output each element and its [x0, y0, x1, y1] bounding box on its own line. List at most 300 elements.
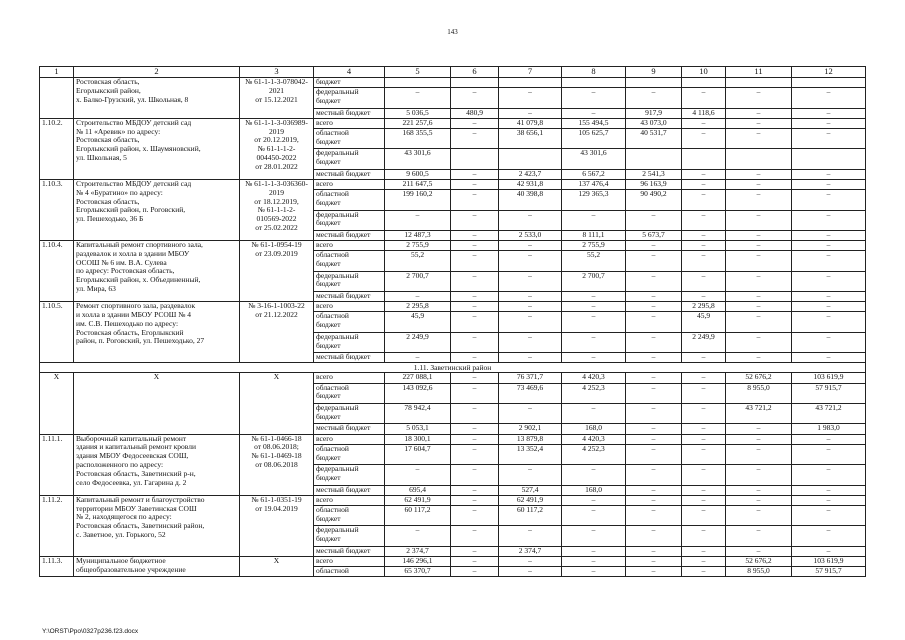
amount-cell: –	[682, 88, 726, 108]
amount-cell: 52 676,2	[726, 556, 792, 566]
amount-cell: –	[562, 332, 626, 352]
amount-cell: –	[726, 169, 792, 179]
amount-cell: 103 619,9	[792, 556, 866, 566]
amount-cell: –	[499, 567, 562, 577]
amount-cell: –	[682, 373, 726, 383]
amount-cell: –	[451, 485, 499, 495]
amount-cell: –	[499, 403, 562, 423]
expert-opinion-reference: № 61-1-0954-19 от 23.09.2019	[240, 241, 314, 302]
amount-cell: –	[682, 230, 726, 240]
amount-cell: 2 755,9	[562, 241, 626, 251]
object-name: Капитальный ремонт и благоустройство территории МБОУ Заветинская СОШ № 2, находящегося по адресу: Ростовская область, Заветинский район, с. Заветное, ул. Горького, 52	[74, 495, 240, 556]
amount-cell: 527,4	[499, 485, 562, 495]
expert-opinion-reference: X	[240, 556, 314, 576]
amount-cell: 146 296,1	[385, 556, 451, 566]
item-number: 1.11.1.	[40, 434, 74, 495]
amount-cell: –	[499, 312, 562, 332]
section-title: 1.11. Заветинский район	[40, 363, 866, 373]
amount-cell: –	[451, 444, 499, 464]
header-cell: 6	[451, 67, 499, 78]
amount-cell: –	[626, 271, 682, 291]
expert-opinion-reference: № 61-1-0351-19 от 19.04.2019	[240, 495, 314, 556]
amount-cell: 5 036,5	[385, 108, 451, 118]
amount-cell: 96 163,9	[626, 179, 682, 189]
amount-cell: –	[682, 567, 726, 577]
header-cell: 2	[74, 67, 240, 78]
item-number: 1.11.3.	[40, 556, 74, 576]
amount-cell: 2 541,3	[626, 169, 682, 179]
amount-cell: –	[626, 312, 682, 332]
amount-cell: 45,9	[385, 312, 451, 332]
amount-cell: –	[626, 465, 682, 485]
amount-cell: –	[451, 495, 499, 505]
amount-cell: –	[562, 526, 626, 546]
funding-source: областной бюджет	[314, 190, 385, 210]
amount-cell: 57 915,7	[792, 383, 866, 403]
amount-cell: –	[726, 302, 792, 312]
header-cell: 10	[682, 67, 726, 78]
amount-cell: –	[626, 353, 682, 363]
amount-cell: 60 117,2	[499, 505, 562, 525]
amount-cell: –	[682, 210, 726, 230]
amount-cell: –	[451, 210, 499, 230]
amount-cell: 73 469,6	[499, 383, 562, 403]
amount-cell: 62 491,9	[499, 495, 562, 505]
amount-cell: –	[562, 465, 626, 485]
expert-opinion-reference: № 61-1-1-3-078042- 2021 от 15.12.2021	[240, 78, 314, 119]
funding-source: местный бюджет	[314, 292, 385, 302]
item-number: 1.10.3.	[40, 179, 74, 240]
amount-cell: –	[792, 444, 866, 464]
amount-cell: 199 160,2	[385, 190, 451, 210]
amount-cell: –	[499, 88, 562, 108]
amount-cell: 211 647,5	[385, 179, 451, 189]
amount-cell: –	[682, 444, 726, 464]
funding-source: местный бюджет	[314, 353, 385, 363]
amount-cell: –	[726, 230, 792, 240]
amount-cell: –	[451, 179, 499, 189]
amount-cell: –	[562, 108, 626, 118]
amount-cell: 2 902,1	[499, 424, 562, 434]
amount-cell: –	[682, 241, 726, 251]
amount-cell: –	[451, 383, 499, 403]
funding-source: местный бюджет	[314, 424, 385, 434]
amount-cell: –	[682, 546, 726, 556]
funding-source: федеральный бюджет	[314, 526, 385, 546]
amount-cell	[792, 149, 866, 169]
amount-cell: 90 490,2	[626, 190, 682, 210]
amount-cell: –	[726, 434, 792, 444]
amount-cell: 43 721,2	[726, 403, 792, 423]
amount-cell: –	[626, 444, 682, 464]
amount-cell: 57 915,7	[792, 567, 866, 577]
amount-cell: –	[792, 495, 866, 505]
amount-cell: –	[792, 179, 866, 189]
amount-cell: –	[726, 444, 792, 464]
table-row	[40, 302, 866, 312]
funding-source: федеральный бюджет	[314, 403, 385, 423]
amount-cell: –	[726, 241, 792, 251]
amount-cell: –	[451, 403, 499, 423]
amount-cell: –	[792, 292, 866, 302]
funding-source: местный бюджет	[314, 169, 385, 179]
amount-cell: 168,0	[562, 424, 626, 434]
amount-cell: 76 371,7	[499, 373, 562, 383]
amount-cell: –	[451, 302, 499, 312]
amount-cell: –	[626, 434, 682, 444]
amount-cell: –	[682, 292, 726, 302]
amount-cell: –	[726, 353, 792, 363]
amount-cell: 143 092,6	[385, 383, 451, 403]
amount-cell: –	[451, 567, 499, 577]
amount-cell: –	[562, 505, 626, 525]
amount-cell: –	[682, 485, 726, 495]
amount-cell: 13 352,4	[499, 444, 562, 464]
header-cell: 9	[626, 67, 682, 78]
funding-source: федеральный бюджет	[314, 149, 385, 169]
amount-cell: 2 423,7	[499, 169, 562, 179]
amount-cell: –	[451, 465, 499, 485]
amount-cell: 65 370,7	[385, 567, 451, 577]
amount-cell: –	[626, 302, 682, 312]
object-name: X	[74, 373, 240, 434]
amount-cell: 2 295,8	[385, 302, 451, 312]
amount-cell: 4 420,3	[562, 434, 626, 444]
amount-cell: –	[385, 465, 451, 485]
amount-cell: 221 257,6	[385, 118, 451, 128]
amount-cell: –	[682, 495, 726, 505]
item-number: 1.11.2.	[40, 495, 74, 556]
amount-cell: –	[499, 241, 562, 251]
funding-source: федеральный бюджет	[314, 88, 385, 108]
amount-cell: 6 567,2	[562, 169, 626, 179]
amount-cell: 40 531,7	[626, 128, 682, 148]
amount-cell: –	[626, 373, 682, 383]
funding-source: местный бюджет	[314, 485, 385, 495]
amount-cell: –	[726, 292, 792, 302]
amount-cell: 12 487,3	[385, 230, 451, 240]
amount-cell: –	[451, 353, 499, 363]
amount-cell: 2 533,0	[499, 230, 562, 240]
amount-cell	[626, 78, 682, 88]
expert-opinion-reference: № 3-16-1-1003-22 от 21.12.2022	[240, 302, 314, 363]
amount-cell: 695,4	[385, 485, 451, 495]
funding-source: федеральный бюджет	[314, 465, 385, 485]
amount-cell: –	[626, 332, 682, 352]
expert-opinion-reference: № 61-1-1-3-036989- 2019 от 20.12.2019, № 61-1-1-2- 004450-2022 от 28.01.2022	[240, 118, 314, 179]
amount-cell: –	[451, 88, 499, 108]
amount-cell: –	[626, 495, 682, 505]
amount-cell: –	[726, 251, 792, 271]
amount-cell: –	[792, 546, 866, 556]
amount-cell: –	[499, 302, 562, 312]
funding-source: всего	[314, 556, 385, 566]
object-name: Капитальный ремонт спортивного зала, раздевалок и холла в здании МБОУ ОСОШ № 6 им. В.А. Сулева по адресу: Ростовская область, Егорлыкский район, х. Объединенный, ул. Мира, 63	[74, 241, 240, 302]
amount-cell: –	[682, 434, 726, 444]
amount-cell: 2 700,7	[562, 271, 626, 291]
funding-source: бюджет	[314, 78, 385, 88]
object-name: Ремонт спортивного зала, раздевалок и холла в здании МБОУ РСОШ № 4 им. С.В. Пешеходько по адресу: Ростовская область, Егорлыкский район, п. Роговский, ул. Пешеходько, 27	[74, 302, 240, 363]
amount-cell: –	[726, 108, 792, 118]
amount-cell: –	[499, 108, 562, 118]
funding-source: областной бюджет	[314, 312, 385, 332]
table-row	[40, 241, 866, 251]
amount-cell: –	[792, 210, 866, 230]
header-cell: 3	[240, 67, 314, 78]
amount-cell: 9 600,5	[385, 169, 451, 179]
amount-cell: –	[682, 118, 726, 128]
amount-cell: –	[726, 526, 792, 546]
header-cell: 7	[499, 67, 562, 78]
amount-cell: –	[451, 190, 499, 210]
amount-cell: 103 619,9	[792, 373, 866, 383]
amount-cell: –	[626, 210, 682, 230]
amount-cell: 40 398,8	[499, 190, 562, 210]
object-name: Строительство МБДОУ детский сад № 4 «Буратино» по адресу: Ростовская область, Егорлыкский район, п. Роговский, ул. Пешеходько, 36 Б	[74, 179, 240, 240]
amount-cell: –	[726, 210, 792, 230]
amount-cell: –	[682, 190, 726, 210]
amount-cell: –	[499, 353, 562, 363]
amount-cell: –	[451, 526, 499, 546]
amount-cell: –	[726, 271, 792, 291]
amount-cell: –	[726, 495, 792, 505]
amount-cell: 2 374,7	[499, 546, 562, 556]
header-cell: 1	[40, 67, 74, 78]
funding-source: областной бюджет	[314, 444, 385, 464]
funding-source: областной бюджет	[314, 251, 385, 271]
amount-cell: 13 879,8	[499, 434, 562, 444]
amount-cell: –	[385, 353, 451, 363]
amount-cell: 480,9	[451, 108, 499, 118]
funding-source: областной	[314, 567, 385, 577]
header-cell: 5	[385, 67, 451, 78]
amount-cell: –	[499, 332, 562, 352]
expert-opinion-reference: № 61-1-1-3-036360- 2019 от 18.12.2019, № 61-1-1-2- 010569-2022 от 25.02.2022	[240, 179, 314, 240]
amount-cell	[451, 149, 499, 169]
amount-cell: 41 079,8	[499, 118, 562, 128]
amount-cell: –	[562, 556, 626, 566]
amount-cell: 2 249,9	[385, 332, 451, 352]
amount-cell: 4 420,3	[562, 373, 626, 383]
amount-cell: 1 983,0	[792, 424, 866, 434]
section-heading-row	[40, 363, 866, 373]
amount-cell: –	[499, 251, 562, 271]
amount-cell: –	[726, 312, 792, 332]
expert-opinion-reference: X	[240, 373, 314, 434]
amount-cell: –	[682, 383, 726, 403]
amount-cell: 43 301,6	[385, 149, 451, 169]
amount-cell: –	[792, 251, 866, 271]
funding-source: всего	[314, 118, 385, 128]
object-name: Строительство МБДОУ детский сад № 11 «Аревик» по адресу: Ростовская область, Егорлыкский район, х. Шаумяновский, ул. Школьная, 5	[74, 118, 240, 179]
amount-cell: –	[499, 556, 562, 566]
amount-cell: –	[792, 505, 866, 525]
amount-cell: –	[562, 546, 626, 556]
amount-cell: –	[682, 526, 726, 546]
amount-cell: –	[626, 556, 682, 566]
amount-cell: –	[562, 210, 626, 230]
header-cell: 4	[314, 67, 385, 78]
amount-cell: 62 491,9	[385, 495, 451, 505]
amount-cell: 4 252,3	[562, 444, 626, 464]
amount-cell: –	[499, 271, 562, 291]
table-row	[40, 556, 866, 566]
amount-cell: –	[562, 495, 626, 505]
amount-cell: –	[451, 312, 499, 332]
amount-cell: 155 494,5	[562, 118, 626, 128]
amount-cell: –	[562, 302, 626, 312]
amount-cell: –	[792, 302, 866, 312]
amount-cell: –	[792, 332, 866, 352]
object-name: Выборочный капитальный ремонт здания и капитальный ремонт кровли здания МБОУ Федосеевская СОШ, расположенного по адресу: Ростовская область, Заветинский р-н, село Федосеевка, ул. Гагарина д. 2	[74, 434, 240, 495]
amount-cell: –	[451, 169, 499, 179]
amount-cell: 45,9	[682, 312, 726, 332]
funding-source: областной бюджет	[314, 505, 385, 525]
item-number	[40, 78, 74, 119]
header-cell: 11	[726, 67, 792, 78]
amount-cell: –	[726, 128, 792, 148]
file-path-footer: Y:\ORST\Ppo\0327p236.f23.docx	[42, 628, 139, 635]
object-name: Ростовская область, Егорлыкский район, х. Балко-Грузский, ул. Школьная, 8	[74, 78, 240, 119]
amount-cell: –	[726, 190, 792, 210]
amount-cell: 227 088,1	[385, 373, 451, 383]
amount-cell	[562, 78, 626, 88]
amount-cell: 5 673,7	[626, 230, 682, 240]
column-number-header	[40, 67, 866, 78]
amount-cell: –	[682, 465, 726, 485]
amount-cell: 8 111,1	[562, 230, 626, 240]
item-number: 1.10.5.	[40, 302, 74, 363]
funding-source: федеральный бюджет	[314, 332, 385, 352]
table-row	[40, 434, 866, 444]
amount-cell: 43 073,0	[626, 118, 682, 128]
amount-cell: –	[626, 251, 682, 271]
funding-source: областной бюджет	[314, 383, 385, 403]
amount-cell: –	[726, 546, 792, 556]
funding-source: всего	[314, 434, 385, 444]
amount-cell: –	[792, 271, 866, 291]
table-row	[40, 118, 866, 128]
amount-cell	[499, 149, 562, 169]
amount-cell: 137 476,4	[562, 179, 626, 189]
amount-cell: –	[792, 169, 866, 179]
amount-cell: –	[726, 424, 792, 434]
amount-cell: –	[451, 434, 499, 444]
amount-cell: –	[499, 210, 562, 230]
amount-cell: 78 942,4	[385, 403, 451, 423]
amount-cell: 4 118,6	[682, 108, 726, 118]
amount-cell: –	[726, 485, 792, 495]
amount-cell: –	[726, 179, 792, 189]
table-row	[40, 495, 866, 505]
amount-cell: –	[682, 169, 726, 179]
amount-cell: 43 721,2	[792, 403, 866, 423]
funding-source: всего	[314, 495, 385, 505]
amount-cell: –	[792, 526, 866, 546]
funding-source: всего	[314, 241, 385, 251]
amount-cell	[626, 149, 682, 169]
amount-cell: –	[792, 190, 866, 210]
amount-cell: 2 295,8	[682, 302, 726, 312]
amount-cell: –	[499, 465, 562, 485]
amount-cell: –	[792, 118, 866, 128]
amount-cell: –	[499, 526, 562, 546]
budget-table	[39, 66, 866, 577]
amount-cell: –	[626, 88, 682, 108]
amount-cell: –	[682, 505, 726, 525]
table-row	[40, 179, 866, 189]
amount-cell: –	[682, 251, 726, 271]
amount-cell	[682, 78, 726, 88]
amount-cell: –	[792, 434, 866, 444]
amount-cell: –	[726, 332, 792, 352]
amount-cell: 52 676,2	[726, 373, 792, 383]
amount-cell: 38 656,1	[499, 128, 562, 148]
amount-cell: 55,2	[385, 251, 451, 271]
amount-cell: –	[792, 108, 866, 118]
amount-cell	[451, 78, 499, 88]
amount-cell: 2 755,9	[385, 241, 451, 251]
amount-cell: –	[451, 241, 499, 251]
amount-cell: 168 355,5	[385, 128, 451, 148]
amount-cell: –	[792, 241, 866, 251]
amount-cell: –	[792, 128, 866, 148]
funding-source: местный бюджет	[314, 108, 385, 118]
funding-source: федеральный бюджет	[314, 210, 385, 230]
amount-cell: –	[726, 88, 792, 108]
amount-cell: –	[682, 556, 726, 566]
funding-source: местный бюджет	[314, 230, 385, 240]
amount-cell: –	[451, 373, 499, 383]
amount-cell: 2 374,7	[385, 546, 451, 556]
amount-cell	[385, 78, 451, 88]
amount-cell: –	[682, 271, 726, 291]
item-number: 1.10.4.	[40, 241, 74, 302]
amount-cell: –	[726, 505, 792, 525]
expert-opinion-reference: № 61-1-0466-18 от 08.06.2018; № 61-1-0469-18 от 08.06.2018	[240, 434, 314, 495]
amount-cell: –	[726, 118, 792, 128]
amount-cell: –	[626, 567, 682, 577]
amount-cell: –	[451, 230, 499, 240]
amount-cell: –	[792, 230, 866, 240]
amount-cell: –	[385, 88, 451, 108]
page-number: 143	[447, 28, 458, 36]
amount-cell: –	[792, 88, 866, 108]
amount-cell: –	[792, 485, 866, 495]
amount-cell: –	[451, 505, 499, 525]
item-number: 1.10.2.	[40, 118, 74, 179]
header-cell: 12	[792, 67, 866, 78]
amount-cell: 55,2	[562, 251, 626, 271]
object-name: Муниципальное бюджетное общеобразовательное учреждение	[74, 556, 240, 576]
amount-cell: –	[562, 312, 626, 332]
amount-cell: –	[682, 179, 726, 189]
funding-source: всего	[314, 179, 385, 189]
funding-source: федеральный бюджет	[314, 271, 385, 291]
amount-cell: –	[626, 424, 682, 434]
table-row	[40, 78, 866, 88]
amount-cell: –	[726, 465, 792, 485]
amount-cell: –	[499, 292, 562, 302]
amount-cell: –	[626, 403, 682, 423]
amount-cell: –	[562, 567, 626, 577]
amount-cell: –	[385, 292, 451, 302]
amount-cell: 18 300,1	[385, 434, 451, 444]
amount-cell: –	[451, 271, 499, 291]
amount-cell: 8 955,0	[726, 567, 792, 577]
amount-cell: –	[792, 312, 866, 332]
amount-cell	[499, 78, 562, 88]
